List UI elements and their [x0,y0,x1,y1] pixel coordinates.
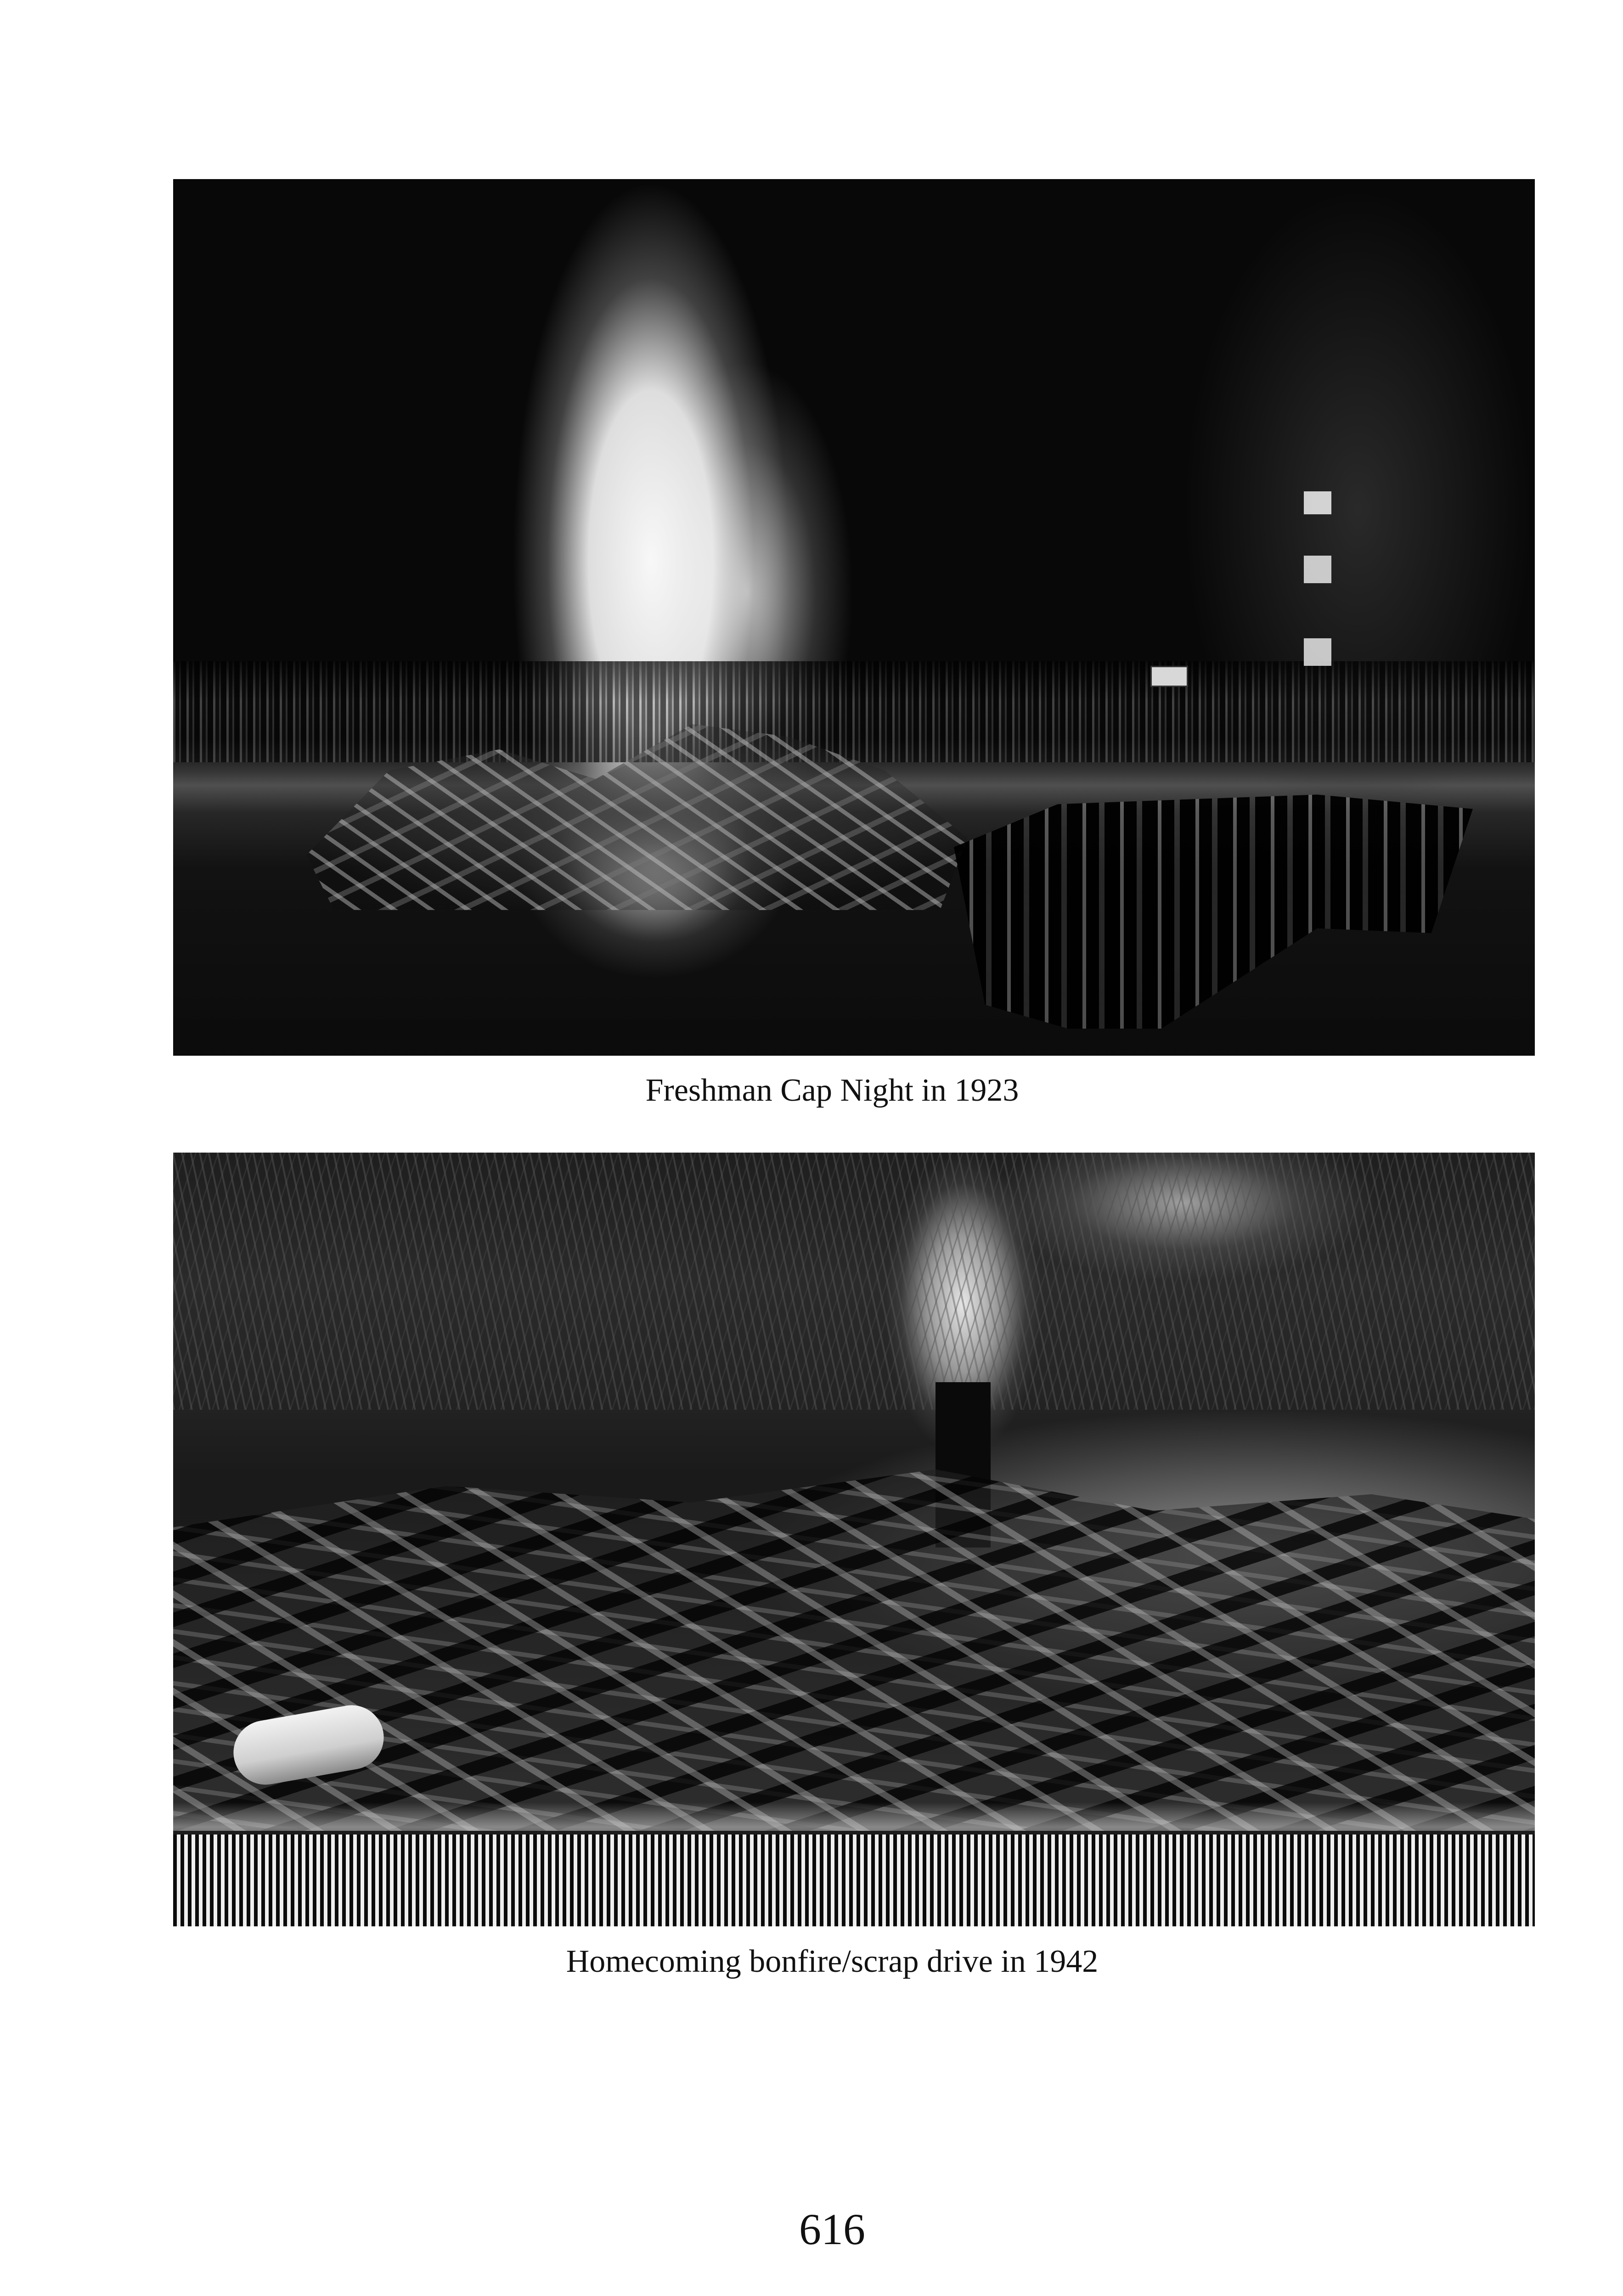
photo-homecoming-scrap-drive [173,1153,1535,1926]
spectator-group [954,790,1473,1029]
picket-fence [173,1831,1535,1926]
scrap-pile [173,1428,1535,1841]
page-number: 616 [799,2205,865,2254]
figure-caption: Homecoming bonfire/scrap drive in 1942 [566,1944,1099,1979]
crowd-sign [1150,666,1188,687]
photo-freshman-cap-night [173,179,1535,1056]
figure-caption: Freshman Cap Night in 1923 [645,1073,1019,1108]
building-windows [1304,473,1331,804]
tree-line [173,1153,1535,1410]
